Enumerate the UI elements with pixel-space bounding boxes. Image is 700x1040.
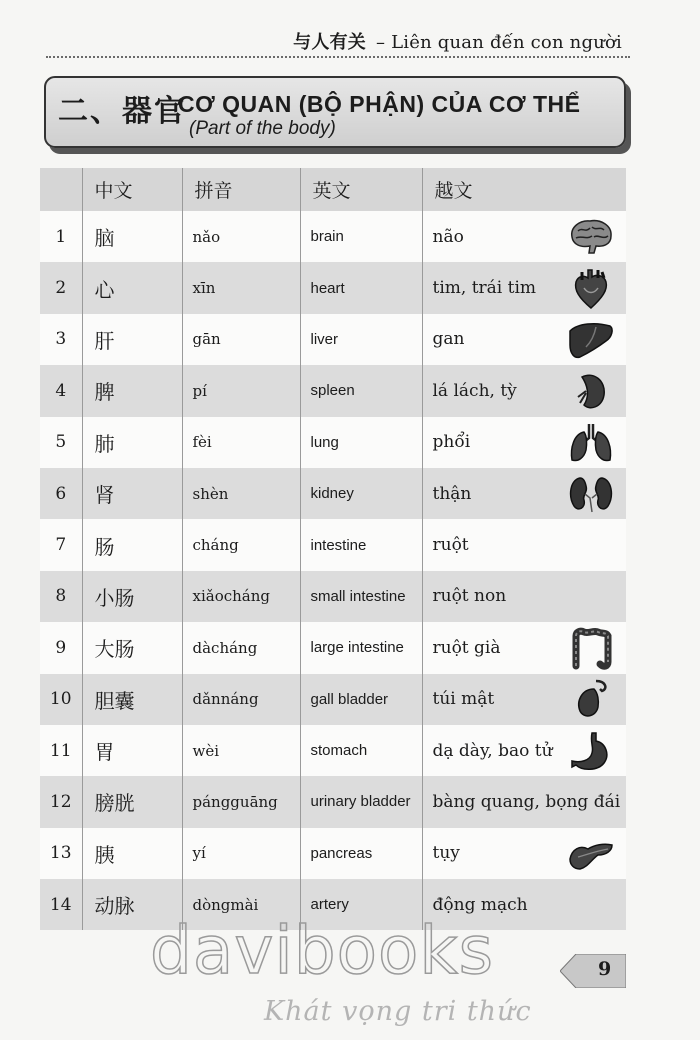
running-header — [293, 28, 622, 54]
row-number: 13 — [40, 828, 82, 879]
row-pinyin: wèi — [182, 725, 300, 776]
table-row — [40, 571, 626, 622]
row-pinyin: nǎo — [182, 211, 300, 262]
row-chinese: 动脉 — [82, 879, 182, 930]
row-english: lung — [300, 417, 422, 468]
row-chinese: 膀胱 — [82, 776, 182, 827]
spleen-icon — [566, 369, 616, 413]
row-pinyin: dòngmài — [182, 879, 300, 930]
row-vietnamese — [422, 622, 626, 673]
row-vietnamese-text: ruột — [432, 535, 469, 556]
row-english: liver — [300, 314, 422, 365]
table-row — [40, 725, 626, 776]
row-english: spleen — [300, 365, 422, 416]
row-vietnamese-text: bàng quang, bọng đái — [432, 791, 621, 812]
page-number-tab — [560, 954, 626, 988]
row-english: large intestine — [300, 622, 422, 673]
row-chinese: 胃 — [82, 725, 182, 776]
row-pinyin: dàcháng — [182, 622, 300, 673]
row-pinyin: xīn — [182, 262, 300, 313]
stomach-icon — [566, 729, 616, 773]
row-pinyin: dǎnnáng — [182, 674, 300, 725]
row-chinese: 心 — [82, 262, 182, 313]
row-chinese: 脾 — [82, 365, 182, 416]
row-number: 11 — [40, 725, 82, 776]
row-chinese: 肝 — [82, 314, 182, 365]
row-english: small intestine — [300, 571, 422, 622]
header-english: 英文 — [300, 168, 422, 211]
watermark-brand: davibooks — [150, 912, 494, 989]
row-chinese: 脑 — [82, 211, 182, 262]
table-row — [40, 365, 626, 416]
table-row — [40, 211, 626, 262]
row-vietnamese — [422, 828, 626, 879]
row-english: heart — [300, 262, 422, 313]
row-vietnamese — [422, 211, 626, 262]
row-english: stomach — [300, 725, 422, 776]
row-vietnamese — [422, 468, 626, 519]
row-number: 6 — [40, 468, 82, 519]
row-pinyin: gān — [182, 314, 300, 365]
row-number: 14 — [40, 879, 82, 930]
section-title-en: (Part of the body) — [189, 118, 336, 139]
running-header-zh: 与人有关 — [293, 32, 366, 53]
table-body — [40, 211, 626, 930]
table-header-row — [40, 168, 626, 211]
row-vietnamese-text: phổi — [432, 432, 471, 453]
row-vietnamese-text: não — [432, 226, 464, 247]
section-title-vi: CƠ QUAN (BỘ PHẬN) CỦA CƠ THỂ — [178, 91, 581, 117]
watermark-tagline: Khát vọng tri thức — [264, 996, 532, 1027]
page-number: 9 — [598, 958, 612, 980]
header-number — [40, 168, 82, 211]
row-vietnamese — [422, 725, 626, 776]
row-number: 5 — [40, 417, 82, 468]
organ-vocabulary-table — [40, 168, 626, 930]
row-vietnamese-text: tụy — [432, 843, 460, 864]
row-vietnamese-text: ruột già — [432, 637, 501, 658]
row-chinese: 肾 — [82, 468, 182, 519]
table-row — [40, 674, 626, 725]
liver-icon — [566, 317, 616, 361]
row-number: 9 — [40, 622, 82, 673]
row-pinyin: yí — [182, 828, 300, 879]
heart-icon — [566, 266, 616, 310]
row-chinese: 胆囊 — [82, 674, 182, 725]
row-english: urinary bladder — [300, 776, 422, 827]
row-chinese: 小肠 — [82, 571, 182, 622]
section-heading-box — [44, 76, 626, 148]
table-row — [40, 622, 626, 673]
header-chinese: 中文 — [82, 168, 182, 211]
row-vietnamese — [422, 365, 626, 416]
table-row — [40, 262, 626, 313]
row-number: 7 — [40, 519, 82, 570]
table-row — [40, 417, 626, 468]
row-pinyin: pángguāng — [182, 776, 300, 827]
row-pinyin: fèi — [182, 417, 300, 468]
header-vietnamese: 越文 — [434, 180, 473, 202]
row-pinyin: xiǎocháng — [182, 571, 300, 622]
row-english: brain — [300, 211, 422, 262]
large-intestine-icon — [566, 626, 616, 670]
row-vietnamese — [422, 314, 626, 365]
row-number: 10 — [40, 674, 82, 725]
row-english: artery — [300, 879, 422, 930]
row-vietnamese-text: gan — [432, 329, 465, 350]
row-vietnamese — [422, 776, 626, 827]
row-number: 2 — [40, 262, 82, 313]
row-vietnamese-text: ruột non — [432, 586, 507, 607]
row-vietnamese — [422, 519, 626, 570]
row-vietnamese-text: động mạch — [432, 894, 528, 915]
gall-bladder-icon — [566, 677, 616, 721]
pancreas-icon — [566, 831, 616, 875]
row-number: 1 — [40, 211, 82, 262]
row-chinese: 肠 — [82, 519, 182, 570]
table-row — [40, 468, 626, 519]
row-vietnamese-text: thận — [432, 483, 472, 504]
row-english: pancreas — [300, 828, 422, 879]
table-row — [40, 519, 626, 570]
running-header-vi: – Liên quan đến con người — [375, 32, 622, 53]
kidney-icon — [566, 472, 616, 516]
row-vietnamese — [422, 262, 626, 313]
row-pinyin: shèn — [182, 468, 300, 519]
row-english: kidney — [300, 468, 422, 519]
row-number: 12 — [40, 776, 82, 827]
row-number: 8 — [40, 571, 82, 622]
row-vietnamese — [422, 571, 626, 622]
row-vietnamese — [422, 417, 626, 468]
header-dotted-rule — [46, 56, 630, 58]
row-chinese: 肺 — [82, 417, 182, 468]
row-vietnamese-text: lá lách, tỳ — [432, 380, 517, 401]
brain-icon — [566, 215, 616, 259]
row-pinyin: pí — [182, 365, 300, 416]
row-english: gall bladder — [300, 674, 422, 725]
row-vietnamese-text: dạ dày, bao tử — [432, 740, 553, 761]
row-vietnamese-text: túi mật — [432, 689, 495, 710]
lung-icon — [566, 420, 616, 464]
row-chinese: 大肠 — [82, 622, 182, 673]
section-number-zh: 二、器官 — [58, 94, 186, 129]
row-english: intestine — [300, 519, 422, 570]
row-chinese: 胰 — [82, 828, 182, 879]
header-pinyin: 拼音 — [182, 168, 300, 211]
row-vietnamese — [422, 674, 626, 725]
row-number: 4 — [40, 365, 82, 416]
table-row — [40, 828, 626, 879]
table-row — [40, 776, 626, 827]
row-pinyin: cháng — [182, 519, 300, 570]
table-row — [40, 314, 626, 365]
row-number: 3 — [40, 314, 82, 365]
row-vietnamese-text: tim, trái tim — [432, 278, 537, 299]
